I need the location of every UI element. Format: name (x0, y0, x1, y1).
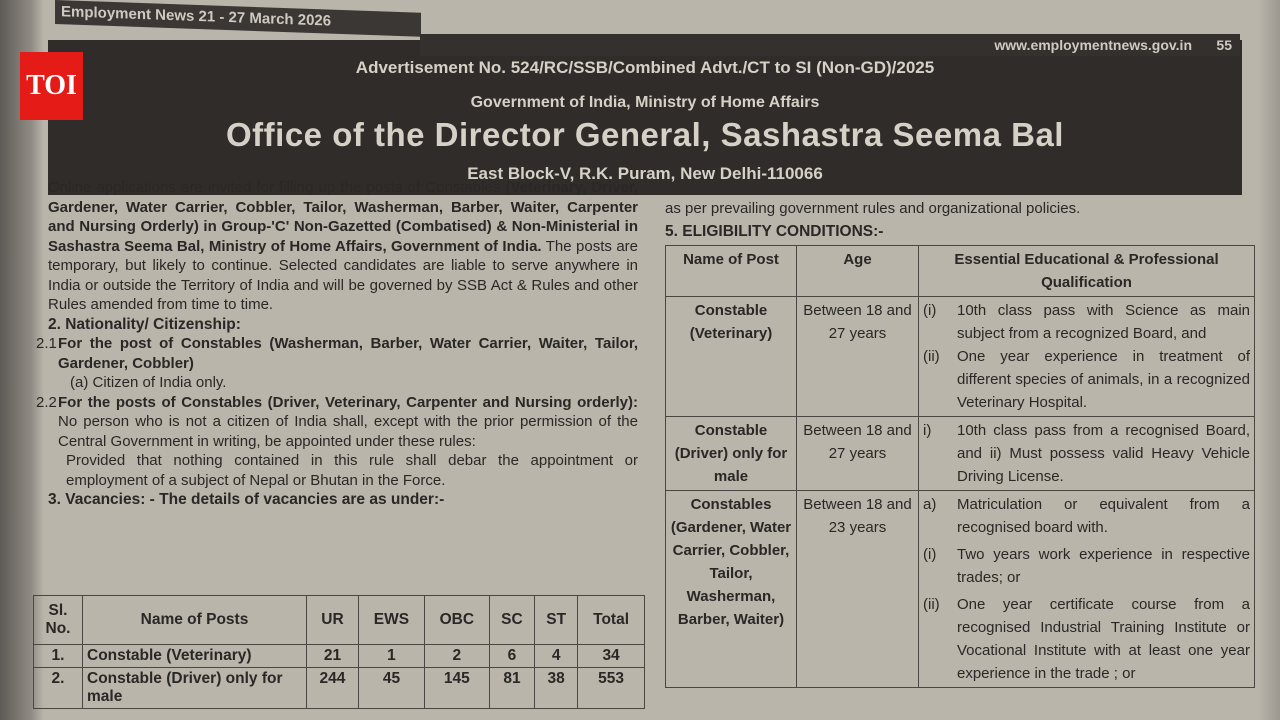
table-row: Constable (Veterinary) Between 18 and 27 years (i) 10th class pass with Science as main subject from a recognized Board, and (ii) One year experience in treatment of different species of animals, in a recognized Veterinary Hospital. (666, 297, 1255, 417)
website-url: www.employmentnews.gov.in (994, 37, 1192, 53)
page-number: 55 (1216, 37, 1232, 53)
nationality-heading: 2. Nationality/ Citizenship: (48, 315, 241, 333)
qualification-cell: i) 10th class pass from a recognised Board, and ii) Must possess valid Heavy Vehicle Driving License. (919, 417, 1255, 491)
ministry-line: Government of India, Ministry of Home Affairs (470, 94, 820, 111)
advertisement-number: Advertisement No. 524/RC/SSB/Combined Advt./CT to SI (Non-GD)/2025 (355, 58, 935, 77)
office-title: Office of the Director General, Sashastra Seema Bal (226, 116, 1064, 153)
toi-logo: TOI (20, 52, 83, 120)
section-2-2: 2.2 For the posts of Constables (Driver, Veterinary, Carpenter and Nursing orderly): No person who is not a citizen of India shall, except with the prior permission of the Central Government in writing, be appointed under these rules: (36, 393, 638, 450)
eligibility-heading: 5. ELIGIBILITY CONDITIONS:- (665, 223, 884, 240)
vacancies-heading: 3. Vacancies: - The details of vacancies are as under:- (48, 491, 445, 508)
table-row: Constable (Driver) only for male Between 18 and 27 years i) 10th class pass from a recognised Board, and ii) Must possess valid Heavy Vehicle Driving License. (666, 417, 1255, 491)
section-2-1-a: (a) Citizen of India only. (70, 374, 227, 391)
right-column (665, 197, 1255, 688)
advertisement-banner (48, 40, 1242, 195)
carryover-text: as per prevailing government rules and organizational policies. (665, 200, 1081, 217)
masthead-date: Employment News 21 - 27 March 2026 (55, 0, 421, 37)
eligibility-table: Name of Post Age Essential Educational & Professional Qualification Constable (Veterinary) Between 18 and 27 years (i) 10th class pass with Science as main subject from a recognized Board, and (ii) One year experience in treatment of different species of animals, in a recognized Veterinary Hospital. Constable (Driver) only for male Between 18 and 27 years i) 10th class pass from a recognised Board, and ii) Must possess valid Heavy Vehicle Driving License. Constables (Gardener, Water Carrier, Cobbler, Tailor, Washerman, Barber, Waiter) Between 18 and 23 years a) Matriculation or equivalent from a recognised board with. (i) Two years work experience in respective trades; or (ii) One year certificate course from a recognised Industrial Training Institute or Vocational Institute with at least one year experience in the trade ; or (665, 245, 1255, 688)
qualification-cell: a) Matriculation or equivalent from a recognised board with. (i) Two years work experience in respective trades; or (ii) One year certificate course from a recognised Industrial Training Institute or Vocational Institute with at least one year experience in the trade ; or (919, 491, 1255, 688)
table-row: 2. Constable (Driver) only for male 244 45 145 81 38 553 (34, 668, 645, 709)
table-row: 1. Constable (Veterinary) 21 1 2 6 4 34 (34, 645, 645, 668)
page-edge-right (1258, 0, 1280, 720)
section-2-1: 2.1 For the post of Constables (Washerman, Barber, Water Carrier, Waiter, Tailor, Gardener, Cobbler) (36, 335, 638, 372)
proviso: Provided that nothing contained in this rule shall debar the appointment or employment of a subject of Nepal or Bhutan in the Force. (66, 452, 638, 489)
table-row: Constables (Gardener, Water Carrier, Cobbler, Tailor, Washerman, Barber, Waiter) Between 18 and 23 years a) Matriculation or equivalent from a recognised board with. (i) Two years work experience in respective trades; or (ii) One year certificate course from a recognised Industrial Training Institute or Vocational Institute with at least one year experience in the trade ; or (666, 491, 1255, 688)
office-address: East Block-V, R.K. Puram, New Delhi-110066 (467, 164, 823, 183)
intro-paragraph: Online applications are invited for filling up the posts of Constables (Veterinary, Driver, Gardener, Water Carrier, Cobbler, Tailor, Washerman, Barber, Waiter, Carpenter and Nursing Orderly) in Group-'C' Non-Gazetted (Combatised) & Non-Ministerial in Sashastra Seema Bal, Ministry of Home Affairs, Government of India. The posts are temporary, but likely to continue. Selected candidates are liable to serve anywhere in India or outside the Territory of India and will be governed by SSB Act & Rules and other Rules amended from time to time. (48, 179, 639, 313)
masthead-bar (420, 34, 1240, 56)
vacancy-table: Sl. No. Name of Posts UR EWS OBC SC ST Total 1. Constable (Veterinary) 21 1 2 6 4 34 2. Constable (Driver) only for male 244 45 145 81 38 553 (33, 595, 645, 709)
left-column (36, 178, 639, 510)
qualification-cell: (i) 10th class pass with Science as main subject from a recognized Board, and (ii) One year experience in treatment of different species of animals, in a recognized Veterinary Hospital. (919, 297, 1255, 417)
